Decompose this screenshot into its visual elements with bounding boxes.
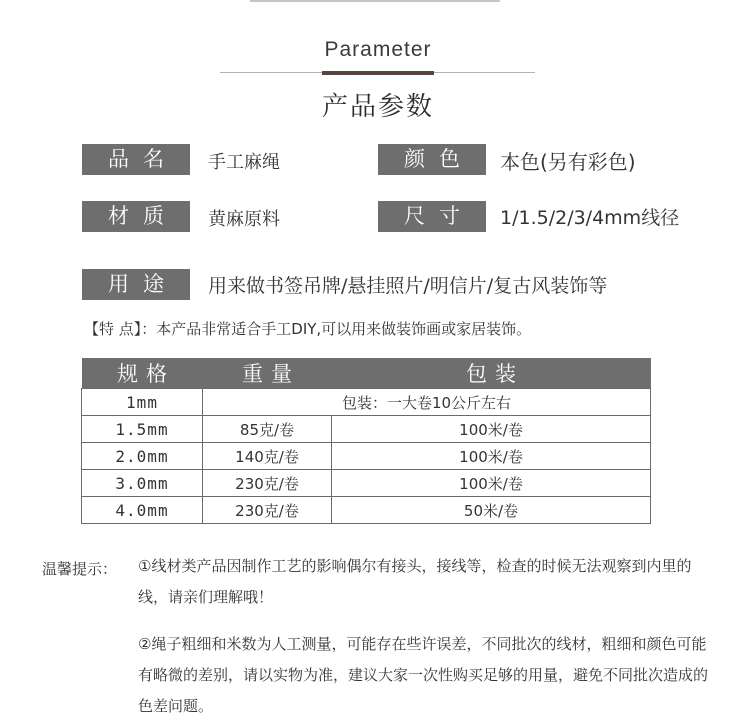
- cell-spec: 1.5mm: [82, 416, 203, 443]
- title-divider-accent: [322, 71, 434, 75]
- table-row: [82, 497, 651, 524]
- size-value: 1/1.5/2/3/4mm线径: [500, 207, 680, 229]
- color-label: 颜色: [378, 144, 486, 175]
- table-row: [82, 443, 651, 470]
- cell-weight: 230克/卷: [203, 470, 332, 497]
- cell-spec: 2.0mm: [82, 443, 203, 470]
- tip-paragraph-2: ②绳子粗细和米数为人工测量，可能存在些许误差，不同批次的线材，粗细和颜色可能有略微的差别，请以实物为准，建议大家一次性购买足够的用量，避免不同批次造成的色差问题。: [138, 635, 709, 715]
- cell-packaging: 100米/卷: [332, 416, 651, 443]
- tip-paragraph-1: ①线材类产品因制作工艺的影响偶尔有接头，接线等，检查的时候无法观察到内里的线，请亲们理解哦！: [138, 557, 692, 606]
- table-row: [82, 416, 651, 443]
- color-value: 本色(另有彩色): [500, 150, 636, 174]
- material-label: 材质: [82, 201, 190, 232]
- name-label: 品名: [82, 144, 190, 175]
- cell-packaging: 100米/卷: [332, 470, 651, 497]
- table-row: [82, 389, 651, 416]
- header-packaging: 包装: [332, 358, 651, 389]
- header-spec: 规格: [82, 358, 203, 389]
- spec-table: [81, 358, 651, 524]
- name-value: 手工麻绳: [208, 152, 280, 173]
- table-row: [82, 470, 651, 497]
- top-decoration-line: [250, 0, 500, 2]
- cell-weight: 85克/卷: [203, 416, 332, 443]
- cell-packaging: 50米/卷: [332, 497, 651, 524]
- cell-spec: 1mm: [82, 389, 203, 416]
- section-title-cn: 产品参数: [321, 92, 434, 122]
- section-title-en: Parameter: [324, 38, 432, 61]
- cell-spec: 4.0mm: [82, 497, 203, 524]
- size-label: 尺寸: [378, 201, 486, 232]
- material-value: 黄麻原料: [208, 209, 280, 230]
- cell-spec: 3.0mm: [82, 470, 203, 497]
- cell-weight: 230克/卷: [203, 497, 332, 524]
- cell-weight: 140克/卷: [203, 443, 332, 470]
- tip-label: 温馨提示：: [42, 560, 118, 578]
- usage-label: 用途: [82, 269, 190, 300]
- feature-note: 【特 点】：本产品非常适合手工DIY,可以用来做装饰画或家居装饰。: [84, 320, 532, 338]
- cell-packaging: 100米/卷: [332, 443, 651, 470]
- usage-value: 用来做书签吊牌/悬挂照片/明信片/复古风装饰等: [208, 275, 608, 297]
- cell-packaging-merged: 包装：一大卷10公斤左右: [203, 389, 651, 416]
- spec-table-header: [82, 358, 651, 389]
- header-weight: 重量: [203, 358, 332, 389]
